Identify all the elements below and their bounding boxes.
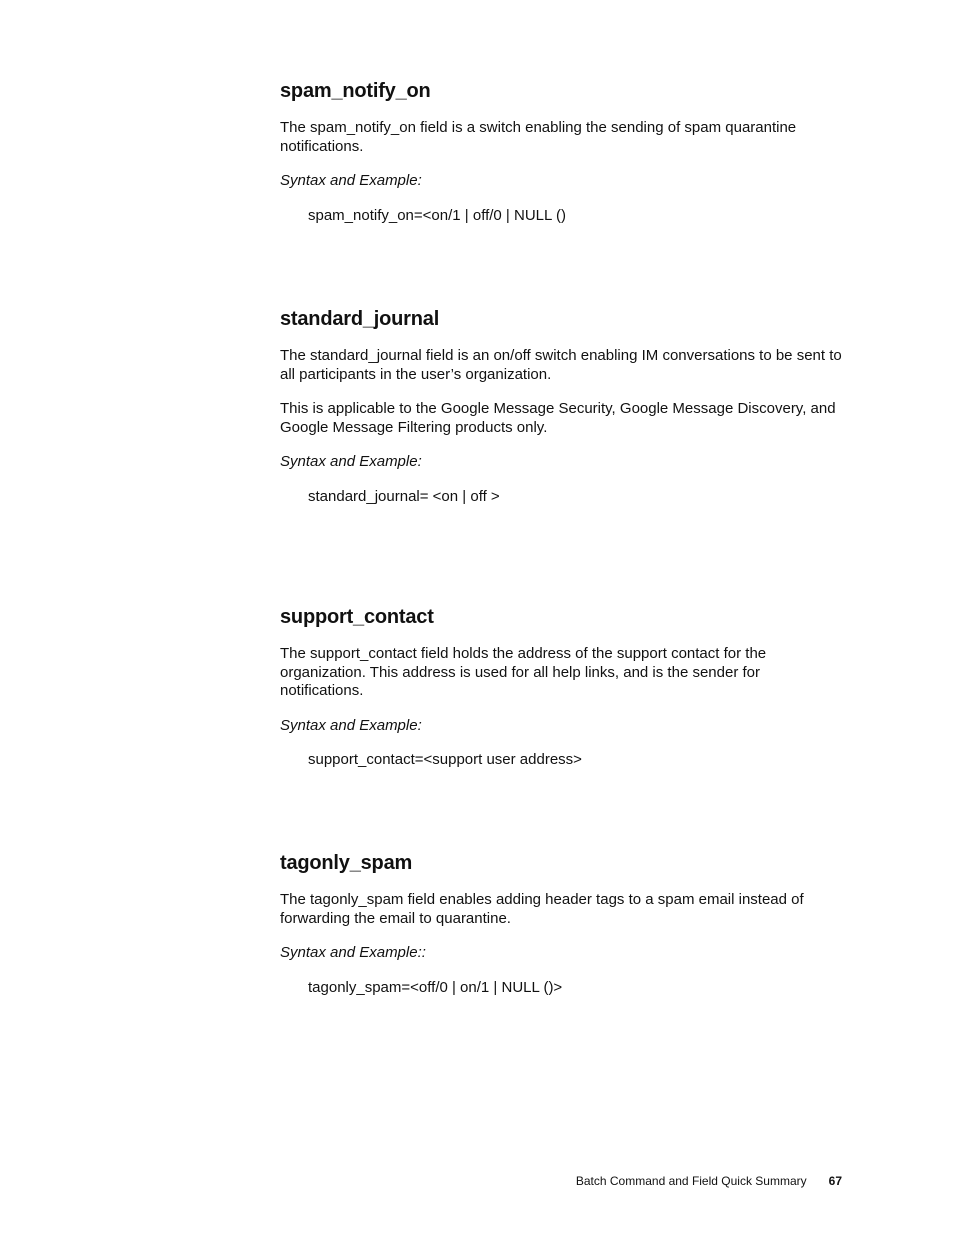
section-description: The standard_journal field is an on/off switch enabling IM conversations to be sent to all participants in the user’s organization.	[280, 347, 842, 383]
syntax-label: Syntax and Example:	[280, 453, 422, 470]
page-footer	[480, 1174, 842, 1188]
page-number: 67	[828, 1174, 842, 1188]
section-description: The support_contact field holds the address of the support contact for the organization. This address is used for all help links, and is the sender for notifications.	[280, 645, 767, 699]
section-description: The tagonly_spam field enables adding header tags to a spam email instead of forwarding the email to quarantine.	[280, 891, 804, 927]
section-heading: standard_journal	[280, 308, 440, 330]
syntax-example: spam_notify_on=<on/1 | off/0 | NULL ()	[308, 206, 566, 224]
syntax-example: tagonly_spam=<off/0 | on/1 | NULL ()>	[308, 978, 563, 996]
section-standard-journal	[280, 307, 845, 506]
section-heading: spam_notify_on	[280, 80, 431, 102]
section-tagonly-spam	[280, 851, 845, 997]
syntax-label: Syntax and Example::	[280, 944, 426, 961]
section-heading: support_contact	[280, 606, 434, 628]
syntax-example: standard_journal= <on | off >	[308, 487, 500, 505]
syntax-example: support_contact=<support user address>	[308, 751, 582, 768]
syntax-label: Syntax and Example:	[280, 716, 422, 734]
syntax-label: Syntax and Example:	[280, 172, 422, 189]
section-support-contact	[280, 605, 845, 770]
section-description: The spam_notify_on field is a switch enabling the sending of spam quarantine notifications.	[280, 119, 797, 155]
footer-title: Batch Command and Field Quick Summary	[575, 1174, 807, 1188]
section-spam-notify-on	[280, 79, 845, 225]
section-applicability-note: This is applicable to the Google Message Security, Google Message Discovery, and Google Message Filtering products only.	[280, 400, 836, 436]
section-heading: tagonly_spam	[280, 852, 413, 874]
